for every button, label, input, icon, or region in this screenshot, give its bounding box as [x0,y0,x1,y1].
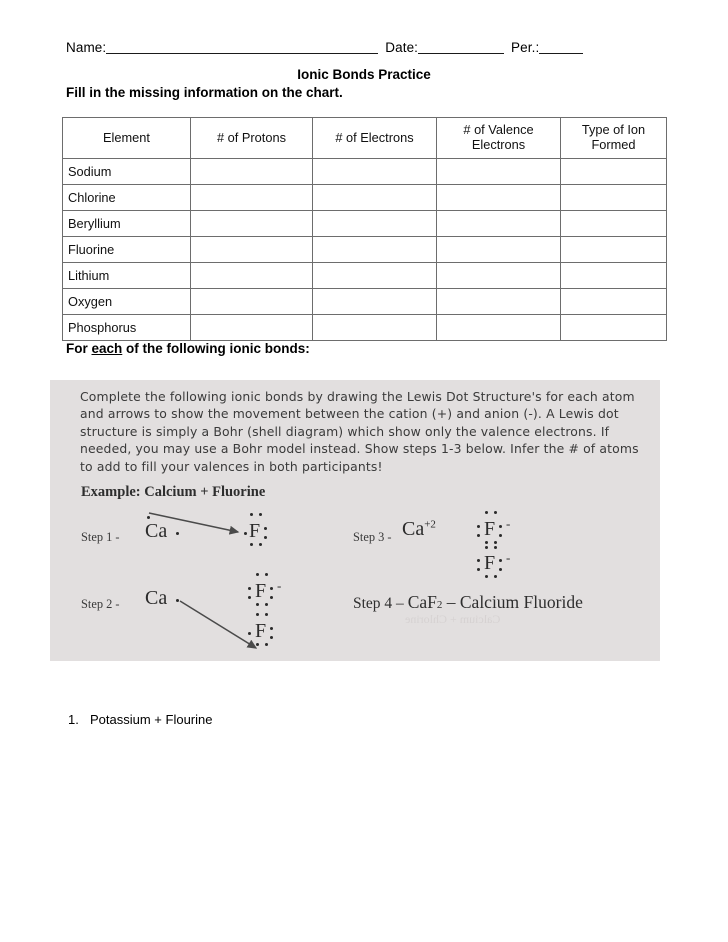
step3-f1-dot-bottom-right [494,541,497,544]
step4-formula-subscript: 2 [436,599,443,611]
step3-f1-charge: - [506,516,511,531]
table-row [63,289,667,315]
cell-element-name: Phosphorus [63,315,191,341]
cell-valence-blank[interactable] [437,237,561,263]
date-blank-field[interactable] [418,53,504,54]
cell-ion-type-blank[interactable] [561,159,667,185]
cell-electrons-blank[interactable] [313,263,437,289]
step3-f2-dot-right-upper [499,559,502,562]
column-header-ion-type: Type of Ion Formed [561,118,667,159]
step3-label: Step 3 - [353,530,392,544]
for-each-before: For [66,341,92,356]
cell-valence-blank[interactable] [437,185,561,211]
table-row [63,263,667,289]
step3-f2-dot-left-upper [477,559,480,562]
step2-calcium-atom: Ca [145,587,168,609]
cell-element-name: Oxygen [63,289,191,315]
step3-f1-dot-bottom-left [485,541,488,544]
cell-protons-blank[interactable] [191,185,313,211]
cell-protons-blank[interactable] [191,289,313,315]
name-label: Name: [66,40,107,55]
cell-protons-blank[interactable] [191,159,313,185]
problem-number: 1. [68,712,79,727]
step1-calcium-atom: Ca [145,520,168,542]
step1-f-dot-bottom-right [259,543,262,546]
step3-f2-dot-bottom-right [494,575,497,578]
step2-ftop-dot-left-upper [248,587,251,590]
cell-element-name: Chlorine [63,185,191,211]
example-heading: Example: Calcium + Fluorine [81,484,266,500]
problem-text: Potassium + Flourine [90,712,213,727]
step3-f2-dot-top-right [494,546,497,549]
cell-protons-blank[interactable] [191,211,313,237]
step2-ftop-dot-top-right [265,573,268,576]
page-title: Ionic Bonds Practice [297,67,431,82]
step1-f-dot-right-upper [264,527,267,530]
scan-paragraph: Complete the following ionic bonds by drawing the Lewis Dot Structure's for each atom and arrows to show the movement between the cation (+) and anion (-). A Lewis dot structure is simply a Bohr (shell diagram) which show only the valence electrons. If needed, you may use a Bohr model instead. Show steps 1-3 below. Infer the # of atoms to add to fill your valences in both participants! [80,389,639,474]
period-blank-field[interactable] [539,53,583,54]
cell-valence-blank[interactable] [437,289,561,315]
step2-ftop-dot-top-left [256,573,259,576]
step3-f1-dot-left-upper [477,525,480,528]
step4-formula: CaF [407,592,437,612]
step1-label: Step 1 - [81,530,120,544]
cell-electrons-blank[interactable] [313,289,437,315]
step1-f-dot-top-right [259,513,262,516]
cell-element-name: Lithium [63,263,191,289]
step2-ftop-dot-right-upper [270,587,273,590]
table-row [63,315,667,341]
chart-instruction: Fill in the missing information on the chart. [66,85,343,100]
column-header-valence: # of Valence Electrons [437,118,561,159]
step2-label: Step 2 - [81,597,120,611]
step3-f1-dot-left-lower [477,534,480,537]
cell-ion-type-blank[interactable] [561,263,667,289]
column-header-protons: # of Protons [191,118,313,159]
step2-fluorine-bottom: F [255,620,267,642]
table-header-row [63,118,667,159]
cell-electrons-blank[interactable] [313,211,437,237]
cell-element-name: Beryllium [63,211,191,237]
step3-f2-charge: - [506,550,511,565]
cell-valence-blank[interactable] [437,159,561,185]
cell-ion-type-blank[interactable] [561,289,667,315]
bonds-instruction [66,341,310,356]
table-row [63,185,667,211]
bleed-through-text: Calcium + Chlorine [405,612,501,626]
step3-calcium-ion: $Ca^{+2}$ [402,518,436,540]
step3-fluoride-top: F [484,518,496,540]
table-row [63,211,667,237]
for-each-after: of the following ionic bonds: [122,341,310,356]
cell-electrons-blank[interactable] [313,237,437,263]
student-info-line [66,40,666,55]
step4-result [353,592,583,613]
cell-ion-type-blank[interactable] [561,315,667,341]
date-label: Date: [385,40,419,55]
problem-item-1 [68,712,212,727]
cell-protons-blank[interactable] [191,315,313,341]
for-each-underlined: each [91,341,123,356]
step3-f2-dot-right-lower [499,568,502,571]
step3-f1-dot-right-lower [499,534,502,537]
cell-electrons-blank[interactable] [313,159,437,185]
cell-protons-blank[interactable] [191,263,313,289]
step3-calcium-charge: +2 [424,518,436,531]
cell-valence-blank[interactable] [437,263,561,289]
cell-protons-blank[interactable] [191,237,313,263]
step1-fluorine-atom: F [249,520,261,542]
cell-valence-blank[interactable] [437,315,561,341]
table-row [63,237,667,263]
step2-ftop-charge: - [277,578,282,593]
step3-f1-dot-top-right [494,511,497,514]
cell-ion-type-blank[interactable] [561,211,667,237]
cell-element-name: Sodium [63,159,191,185]
step3-f2-dot-left-lower [477,568,480,571]
step4-compound-name: – Calcium Fluoride [442,592,583,612]
cell-electrons-blank[interactable] [313,315,437,341]
step4-prefix: Step 4 – [353,595,408,612]
cell-element-name: Fluorine [63,237,191,263]
cell-electrons-blank[interactable] [313,185,437,211]
step3-f2-dot-top-left [485,546,488,549]
step1-transfer-arrow [146,510,256,546]
cell-ion-type-blank[interactable] [561,237,667,263]
step3-fluoride-bottom: F [484,552,496,574]
column-header-element: Element [63,118,191,159]
step1-f-dot-right-lower [264,536,267,539]
table-row [63,159,667,185]
column-header-electrons: # of Electrons [313,118,437,159]
cell-ion-type-blank[interactable] [561,185,667,211]
element-chart [62,117,666,341]
step3-f1-dot-top-left [485,511,488,514]
name-blank-field[interactable] [106,53,378,54]
step2-fluoride-top: F [255,580,267,602]
step3-f2-dot-bottom-left [485,575,488,578]
scanned-example-block [50,380,660,661]
cell-valence-blank[interactable] [437,211,561,237]
period-label: Per.: [511,40,540,55]
step3-f1-dot-right-upper [499,525,502,528]
